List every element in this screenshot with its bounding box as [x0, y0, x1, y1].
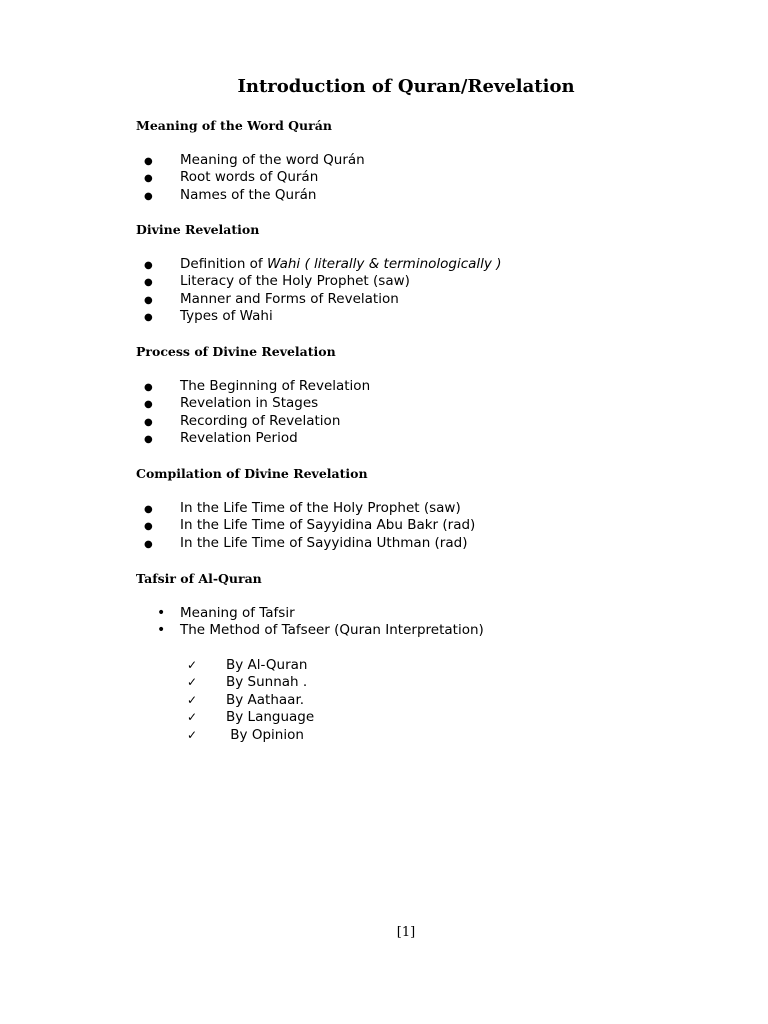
method-label: By Language — [226, 709, 315, 726]
bullet-icon: ● — [144, 190, 153, 202]
bullet-icon: • — [157, 605, 166, 621]
bullet-icon: ● — [144, 382, 153, 393]
list-item-text: Names of the Qurán — [180, 186, 317, 203]
checkmark-icon: ✓ — [187, 710, 198, 725]
bullet-icon: ● — [144, 521, 153, 533]
checkmark-icon: ✓ — [187, 727, 198, 742]
bullet-icon: ● — [144, 434, 153, 446]
list-item-text: In the Life Time of Sayyidina Uthman (rad) — [180, 534, 468, 551]
page-number: [1] — [396, 925, 416, 940]
bullet-icon: ● — [144, 277, 153, 289]
list-item-text: Recording of Revelation — [180, 412, 341, 429]
bullet-icon: ● — [144, 294, 153, 306]
wahi-emphasis: Wahi ( literally & terminologically ) — [266, 256, 502, 272]
list-item-text: Root words of Qurán — [180, 169, 319, 186]
list-item-text: The Beginning of Revelation — [180, 378, 371, 394]
list-item-text: In the Life Time of Sayyidina Abu Bakr (rad) — [180, 517, 476, 534]
list-item-text: Literacy of the Holy Prophet (saw) — [180, 273, 410, 290]
bullet-icon: ● — [144, 312, 153, 324]
list-item-text: Revelation in Stages — [180, 395, 319, 412]
section-heading-process: Process of Divine Revelation — [136, 344, 336, 359]
method-label: By Opinion — [226, 726, 304, 743]
bullet-icon: ● — [144, 416, 153, 428]
checkmark-icon: ✓ — [187, 675, 198, 690]
method-label: By Sunnah . — [226, 674, 308, 691]
bullet-icon: ● — [144, 173, 153, 185]
method-label: By Aathaar. — [226, 691, 305, 708]
checkmark-icon: ✓ — [187, 692, 198, 707]
list-item-text: Manner and Forms of Revelation — [180, 290, 399, 307]
bullet-icon: • — [157, 622, 166, 639]
bullet-icon: ● — [144, 260, 153, 271]
list-item-text: Revelation Period — [180, 430, 298, 447]
bullet-icon: ● — [144, 399, 153, 411]
list-item-label: Definition of — [180, 256, 267, 272]
section-heading-compilation: Compilation of Divine Revelation — [136, 466, 368, 481]
list-item-text: In the Life Time of the Holy Prophet (saw) — [180, 500, 461, 516]
section-heading-tafsir: Tafsir of Al-Quran — [136, 571, 262, 586]
bullet-icon: ● — [144, 504, 153, 515]
list-item-text — [180, 256, 501, 273]
list-item-text: Meaning of Tafsir — [180, 605, 295, 621]
document-title: Introduction of Quran/Revelation — [237, 76, 575, 97]
list-item-text: Meaning of the word Qurán — [180, 152, 365, 168]
list-item-text: Types of Wahi — [180, 308, 273, 325]
section-heading-divine-revelation: Divine Revelation — [136, 222, 260, 237]
bullet-icon: ● — [144, 156, 153, 167]
checkmark-icon: ✓ — [187, 658, 198, 672]
list-item-text: The Method of Tafseer (Quran Interpretation) — [180, 622, 484, 639]
section-heading-meaning: Meaning of the Word Qurán — [136, 118, 332, 133]
bullet-icon: ● — [144, 538, 153, 550]
method-label: By Al-Quran — [226, 657, 308, 673]
